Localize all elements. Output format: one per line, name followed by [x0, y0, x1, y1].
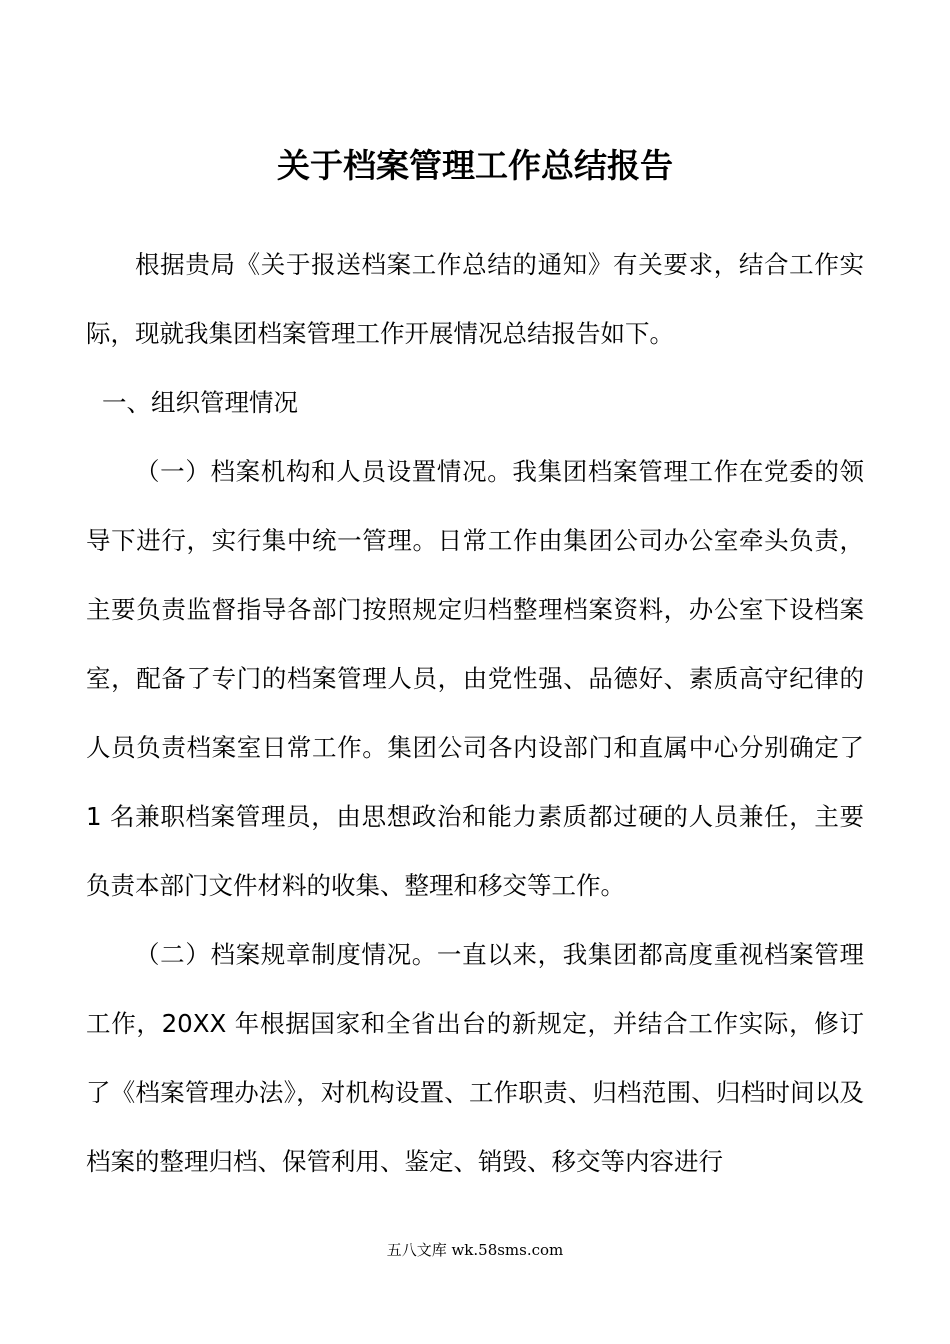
- document-body: [86, 230, 864, 1196]
- document-title: 关于档案管理工作总结报告: [277, 146, 673, 185]
- paragraph-archive-rules: （二）档案规章制度情况。一直以来，我集团都高度重视档案管理工作，20XX 年根据国家和全省出台的新规定，并结合工作实际，修订了《档案管理办法》，对机构设置、工作职责、归档范围、归档时间以及档案的整理归档、保管利用、鉴定、销毁、移交等内容进行: [86, 940, 864, 1176]
- paragraph-archive-staffing: （一）档案机构和人员设置情况。我集团档案管理工作在党委的领导下进行，实行集中统一管理。日常工作由集团公司办公室牵头负责，主要负责监督指导各部门按照规定归档整理档案资料，办公室下设档案室，配备了专门的档案管理人员，由党性强、品德好、素质高守纪律的人员负责档案室日常工作。集团公司各内设部门和直属中心分别确定了 1 名兼职档案管理员，由思想政治和能力素质都过硬的人员兼任，主要负责本部门文件材料的收集、整理和移交等工作。: [86, 457, 864, 900]
- intro-paragraph: 根据贵局《关于报送档案工作总结的通知》有关要求，结合工作实际，现就我集团档案管理工作开展情况总结报告如下。: [86, 250, 864, 348]
- footer-watermark: 五八文库 wk.58sms.com: [386, 1241, 564, 1259]
- section-heading-organization: 一、组织管理情况: [102, 388, 298, 417]
